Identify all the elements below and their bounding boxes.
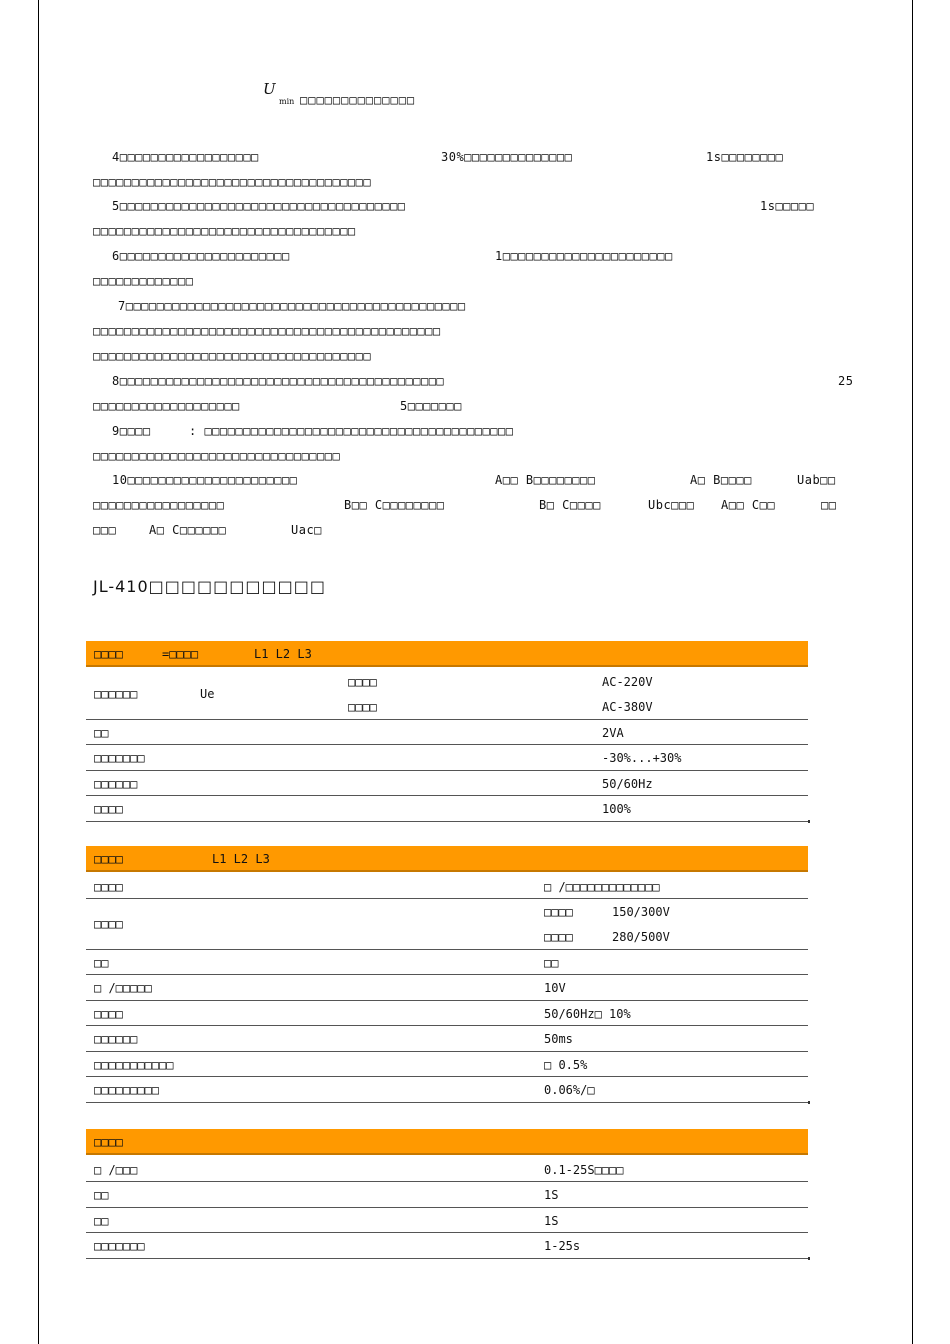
para6-line1-b: 1□□□□□□□□□□□□□□□□□□□□□□: [495, 249, 673, 263]
cell-value: 2VA: [602, 726, 624, 740]
para10-line3-c: Uac□: [291, 523, 322, 537]
cell-sub: □□□□: [544, 905, 573, 919]
para4-line2: □□□□□□□□□□□□□□□□□□□□□□□□□□□□□□□□□□□□: [93, 175, 372, 189]
para6-line2: □□□□□□□□□□□□□: [93, 274, 194, 288]
cell-value: AC-220V: [602, 675, 653, 689]
cell-value: 10V: [544, 981, 566, 995]
header-label: □□□□: [94, 1135, 123, 1149]
para4-line1-a: 4□□□□□□□□□□□□□□□□□□: [112, 150, 259, 164]
cell-sub: □□□□: [348, 700, 377, 714]
table-row: [86, 1157, 808, 1182]
cell-value: AC-380V: [602, 700, 653, 714]
table-row: [86, 1026, 808, 1052]
cell-value: -30%...+30%: [602, 751, 682, 765]
cell-value: □ /□□□□□□□□□□□□□: [544, 880, 660, 894]
header-phases: L1 L2 L3: [212, 852, 270, 866]
cell-value: □□: [544, 956, 559, 970]
para9-line1-a: 9□□□□: [112, 424, 151, 438]
para10-line1-a: 10□□□□□□□□□□□□□□□□□□□□□□: [112, 473, 298, 487]
para7-line2: □□□□□□□□□□□□□□□□□□□□□□□□□□□□□□□□□□□□□□□□□□□□□: [93, 324, 441, 338]
cell-value: 0.06%/□: [544, 1083, 595, 1097]
para10-line1-c: A□ B□□□□: [690, 473, 752, 487]
para6-line1-a: 6□□□□□□□□□□□□□□□□□□□□□□: [112, 249, 290, 263]
section-heading: JL-410□□□□□□□□□□□: [93, 577, 326, 596]
table-row: [86, 975, 808, 1001]
cell-label: □□: [94, 1214, 109, 1228]
formula-text: □□□□□□□□□□□□□□: [300, 93, 416, 107]
para8-line1-b: 25: [838, 374, 854, 388]
table-header: [86, 1129, 808, 1155]
cell-label: □□□□□□□: [94, 751, 145, 765]
cell-label: □□: [94, 726, 109, 740]
para10-line2-c: B□ C□□□□: [539, 498, 601, 512]
formula-subscript: min: [279, 97, 295, 106]
table-row: [86, 950, 808, 975]
table-row: [86, 874, 808, 899]
page-border-right: [912, 0, 913, 1344]
cell-label: □□□□□□: [94, 687, 138, 701]
table-header: [86, 846, 808, 872]
para10-line2-f: □□: [821, 498, 837, 512]
cell-value: 280/500V: [612, 930, 670, 944]
para9-line2: □□□□□□□□□□□□□□□□□□□□□□□□□□□□□□□□: [93, 449, 341, 463]
cell-value: 1S: [544, 1188, 559, 1202]
para9-line1-b: : □□□□□□□□□□□□□□□□□□□□□□□□□□□□□□□□□□□□□□□□: [189, 424, 514, 438]
table-row: [86, 1052, 808, 1077]
para8-line2-b: 5□□□□□□□: [400, 399, 462, 413]
header-eq: =□□□□: [162, 647, 199, 661]
cell-label: □□□□□□□: [94, 1239, 145, 1253]
table-row: [86, 1182, 808, 1208]
table-end-mark: [808, 820, 810, 823]
para5-line1-b: 1s□□□□□: [760, 199, 815, 213]
para10-line1-b: A□□ B□□□□□□□□: [495, 473, 596, 487]
cell-value: □ 0.5%: [544, 1058, 588, 1072]
table-end-mark: [808, 1101, 810, 1104]
table-row: [86, 771, 808, 796]
cell-label: □□□□□□□□□: [94, 1083, 160, 1097]
table-row: [86, 899, 808, 950]
para8-line1-a: 8□□□□□□□□□□□□□□□□□□□□□□□□□□□□□□□□□□□□□□□□□□: [112, 374, 445, 388]
para4-line1-c: 1s□□□□□□□□: [706, 150, 784, 164]
cell-label: □□□□□□: [94, 777, 138, 791]
table-row: [86, 1233, 808, 1259]
cell-label: □□: [94, 956, 109, 970]
formula-symbol: U: [263, 80, 276, 98]
cell-sub: □□□□: [348, 675, 377, 689]
page-border-left: [38, 0, 39, 1344]
table-row: [86, 1001, 808, 1026]
cell-value: 50/60Hz□ 10%: [544, 1007, 631, 1021]
para5-line2: □□□□□□□□□□□□□□□□□□□□□□□□□□□□□□□□□□: [93, 224, 356, 238]
formula-umin: [263, 80, 416, 107]
para10-line3-b: A□ C□□□□□□: [149, 523, 227, 537]
cell-label: □□□□: [94, 1007, 123, 1021]
cell-value: 0.1-25S□□□□: [544, 1163, 624, 1177]
cell-label: □□□□: [94, 917, 123, 931]
cell-label: □□: [94, 1188, 109, 1202]
table-row: [86, 796, 808, 822]
cell-label: □□□□: [94, 880, 123, 894]
para10-line2-e: A□□ C□□: [721, 498, 776, 512]
cell-value: 100%: [602, 802, 631, 816]
cell-sub: □□□□: [544, 930, 573, 944]
cell-value: 150/300V: [612, 905, 670, 919]
cell-label: □□□□□□□□□□□: [94, 1058, 174, 1072]
para4-line1-b: 30%□□□□□□□□□□□□□□: [441, 150, 573, 164]
para8-line2-a: □□□□□□□□□□□□□□□□□□□: [93, 399, 240, 413]
para5-line1-a: 5□□□□□□□□□□□□□□□□□□□□□□□□□□□□□□□□□□□□□: [112, 199, 406, 213]
header-label: □□□□: [94, 852, 123, 866]
cell-label: □ /□□□□□: [94, 981, 152, 995]
cell-value: 1-25s: [544, 1239, 581, 1253]
cell-label: □□□□: [94, 802, 123, 816]
table-header: [86, 641, 808, 667]
para10-line3-a: □□□: [93, 523, 117, 537]
table-end-mark: [808, 1257, 810, 1260]
cell-value: 50ms: [544, 1032, 573, 1046]
table-row: [86, 1077, 808, 1103]
cell-value: 50/60Hz: [602, 777, 653, 791]
para10-line2-a: □□□□□□□□□□□□□□□□□: [93, 498, 225, 512]
para7-line1: 7□□□□□□□□□□□□□□□□□□□□□□□□□□□□□□□□□□□□□□□□□□□□: [118, 299, 466, 313]
para10-line2-d: Ubc□□□: [648, 498, 695, 512]
table-row: [86, 720, 808, 745]
cell-value: 1S: [544, 1214, 559, 1228]
cell-symbol: Ue: [200, 687, 215, 701]
para10-line2-b: B□□ C□□□□□□□□: [344, 498, 445, 512]
para7-line3: □□□□□□□□□□□□□□□□□□□□□□□□□□□□□□□□□□□□: [93, 349, 372, 363]
cell-label: □□□□□□: [94, 1032, 138, 1046]
table-row: [86, 1208, 808, 1233]
table-row: [86, 669, 808, 720]
header-phases: L1 L2 L3: [254, 647, 312, 661]
cell-label: □ /□□□: [94, 1163, 138, 1177]
table-row: [86, 745, 808, 771]
para10-line1-d: Uab□□: [797, 473, 836, 487]
header-label: □□□□: [94, 647, 123, 661]
